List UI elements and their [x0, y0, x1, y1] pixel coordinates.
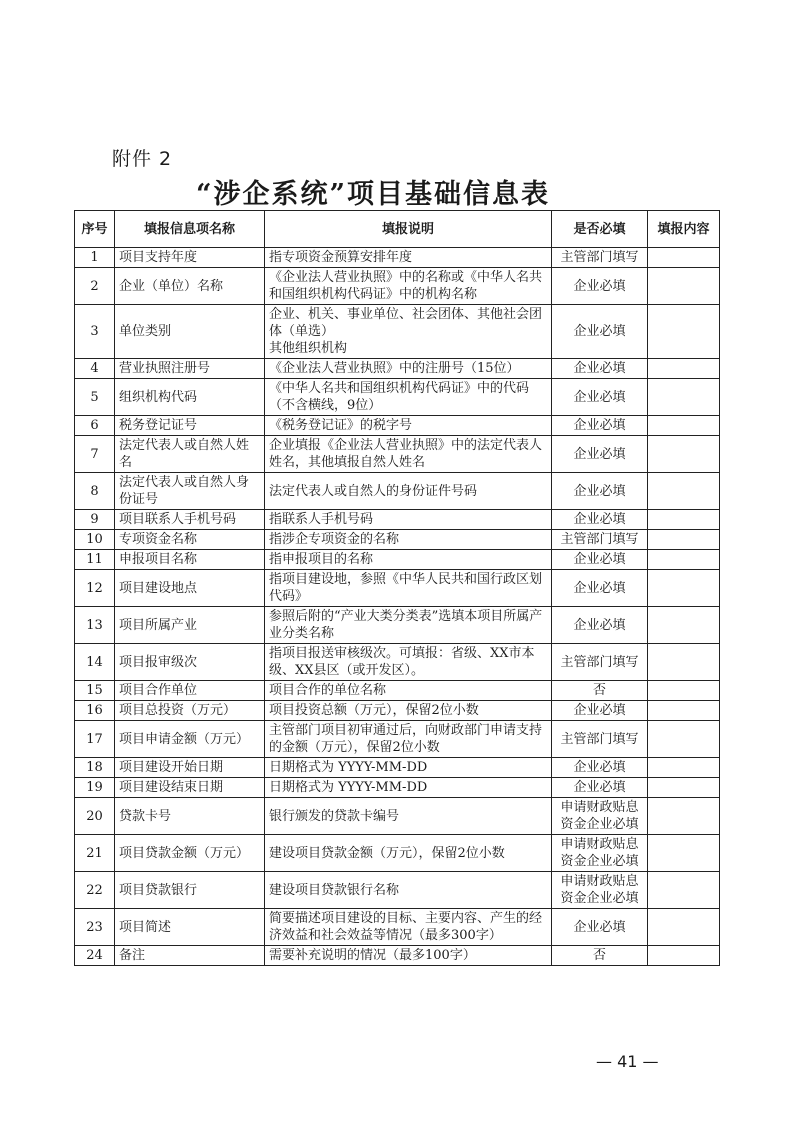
cell-desc: 指联系人手机号码: [265, 510, 552, 530]
cell-name: 项目建设地点: [115, 570, 265, 607]
table-row: [75, 946, 720, 966]
cell-required: 否: [552, 946, 648, 966]
cell-desc: 企业填报《企业法人营业执照》中的法定代表人姓名，其他填报自然人姓名: [265, 436, 552, 473]
cell-required: 企业必填: [552, 359, 648, 379]
cell-name: 项目贷款金额（万元）: [115, 835, 265, 872]
cell-name: 法定代表人或自然人姓名: [115, 436, 265, 473]
cell-content-input[interactable]: [648, 570, 720, 607]
cell-no: 13: [75, 607, 115, 644]
cell-no: 1: [75, 248, 115, 268]
cell-required: 企业必填: [552, 379, 648, 416]
cell-content-input[interactable]: [648, 416, 720, 436]
table-row: [75, 721, 720, 758]
cell-no: 17: [75, 721, 115, 758]
cell-required: 申请财政贴息资金企业必填: [552, 835, 648, 872]
cell-name: 项目申请金额（万元）: [115, 721, 265, 758]
cell-desc: 参照后附的“产业大类分类表”选填本项目所属产业分类名称: [265, 607, 552, 644]
cell-no: 9: [75, 510, 115, 530]
cell-desc: 日期格式为 YYYY-MM-DD: [265, 758, 552, 778]
cell-required: 主管部门填写: [552, 248, 648, 268]
cell-content-input[interactable]: [648, 607, 720, 644]
cell-content-input[interactable]: [648, 778, 720, 798]
table-row: [75, 359, 720, 379]
cell-no: 6: [75, 416, 115, 436]
cell-no: 4: [75, 359, 115, 379]
table-row: [75, 416, 720, 436]
cell-content-input[interactable]: [648, 248, 720, 268]
table-row: [75, 681, 720, 701]
cell-required: 主管部门填写: [552, 644, 648, 681]
cell-desc: 企业、机关、事业单位、社会团体、其他社会团体（单选） 其他组织机构: [265, 305, 552, 359]
cell-no: 24: [75, 946, 115, 966]
cell-no: 10: [75, 530, 115, 550]
table-row: [75, 550, 720, 570]
cell-required: 否: [552, 681, 648, 701]
cell-content-input[interactable]: [648, 359, 720, 379]
table-row: [75, 570, 720, 607]
cell-name: 项目支持年度: [115, 248, 265, 268]
cell-required: 企业必填: [552, 607, 648, 644]
cell-content-input[interactable]: [648, 758, 720, 778]
cell-required: 企业必填: [552, 305, 648, 359]
cell-content-input[interactable]: [648, 510, 720, 530]
cell-name: 税务登记证号: [115, 416, 265, 436]
cell-no: 19: [75, 778, 115, 798]
cell-content-input[interactable]: [648, 644, 720, 681]
cell-desc: 需要补充说明的情况（最多100字）: [265, 946, 552, 966]
cell-no: 12: [75, 570, 115, 607]
cell-desc: 主管部门项目初审通过后，向财政部门申请支持的金额（万元），保留2位小数: [265, 721, 552, 758]
cell-no: 23: [75, 909, 115, 946]
cell-name: 项目合作单位: [115, 681, 265, 701]
cell-name: 申报项目名称: [115, 550, 265, 570]
cell-no: 18: [75, 758, 115, 778]
header-no: 序号: [75, 211, 115, 248]
cell-content-input[interactable]: [648, 835, 720, 872]
cell-name: 项目简述: [115, 909, 265, 946]
cell-content-input[interactable]: [648, 473, 720, 510]
cell-desc: 项目合作的单位名称: [265, 681, 552, 701]
cell-no: 2: [75, 268, 115, 305]
cell-content-input[interactable]: [648, 305, 720, 359]
cell-required: 企业必填: [552, 550, 648, 570]
cell-required: 企业必填: [552, 416, 648, 436]
cell-name: 企业（单位）名称: [115, 268, 265, 305]
cell-content-input[interactable]: [648, 798, 720, 835]
cell-name: 专项资金名称: [115, 530, 265, 550]
cell-required: 企业必填: [552, 701, 648, 721]
cell-desc: 《税务登记证》的税字号: [265, 416, 552, 436]
cell-desc: 简要描述项目建设的目标、主要内容、产生的经济效益和社会效益等情况（最多300字）: [265, 909, 552, 946]
table-row: [75, 379, 720, 416]
cell-desc: 《企业法人营业执照》中的名称或《中华人名共和国组织机构代码证》中的机构名称: [265, 268, 552, 305]
cell-no: 5: [75, 379, 115, 416]
cell-name: 组织机构代码: [115, 379, 265, 416]
table-row: [75, 798, 720, 835]
cell-content-input[interactable]: [648, 721, 720, 758]
table-row: [75, 835, 720, 872]
header-desc: 填报说明: [265, 211, 552, 248]
cell-desc: 日期格式为 YYYY-MM-DD: [265, 778, 552, 798]
cell-name: 项目建设开始日期: [115, 758, 265, 778]
cell-name: 项目报审级次: [115, 644, 265, 681]
cell-content-input[interactable]: [648, 436, 720, 473]
cell-desc: 银行颁发的贷款卡编号: [265, 798, 552, 835]
cell-no: 14: [75, 644, 115, 681]
cell-name: 项目联系人手机号码: [115, 510, 265, 530]
table-row: [75, 248, 720, 268]
cell-desc: 指专项资金预算安排年度: [265, 248, 552, 268]
cell-no: 8: [75, 473, 115, 510]
table-row: [75, 436, 720, 473]
cell-name: 贷款卡号: [115, 798, 265, 835]
cell-required: 主管部门填写: [552, 530, 648, 550]
cell-content-input[interactable]: [648, 872, 720, 909]
cell-content-input[interactable]: [648, 681, 720, 701]
cell-required: 企业必填: [552, 268, 648, 305]
cell-desc: 指涉企专项资金的名称: [265, 530, 552, 550]
cell-content-input[interactable]: [648, 909, 720, 946]
cell-desc: 指项目建设地，参照《中华人民共和国行政区划代码》: [265, 570, 552, 607]
cell-content-input[interactable]: [648, 379, 720, 416]
table-row: [75, 872, 720, 909]
header-required: 是否必填: [552, 211, 648, 248]
cell-no: 20: [75, 798, 115, 835]
cell-required: 企业必填: [552, 570, 648, 607]
cell-required: 企业必填: [552, 436, 648, 473]
cell-no: 16: [75, 701, 115, 721]
cell-required: 企业必填: [552, 510, 648, 530]
table-row: [75, 758, 720, 778]
cell-required: 主管部门填写: [552, 721, 648, 758]
table-row: [75, 268, 720, 305]
cell-required: 申请财政贴息资金企业必填: [552, 872, 648, 909]
page-number: — 41 —: [596, 1052, 659, 1071]
table-row: [75, 510, 720, 530]
cell-name: 项目建设结束日期: [115, 778, 265, 798]
cell-content-input[interactable]: [648, 268, 720, 305]
cell-desc: 《企业法人营业执照》中的注册号（15位）: [265, 359, 552, 379]
cell-no: 7: [75, 436, 115, 473]
cell-name: 营业执照注册号: [115, 359, 265, 379]
info-table: [74, 210, 720, 966]
cell-name: 备注: [115, 946, 265, 966]
cell-no: 15: [75, 681, 115, 701]
table-row: [75, 778, 720, 798]
table-row: [75, 305, 720, 359]
table-row: [75, 530, 720, 550]
cell-name: 法定代表人或自然人身份证号: [115, 473, 265, 510]
table-row: [75, 473, 720, 510]
cell-no: 22: [75, 872, 115, 909]
cell-name: 项目总投资（万元）: [115, 701, 265, 721]
cell-required: 企业必填: [552, 778, 648, 798]
header-name: 填报信息项名称: [115, 211, 265, 248]
attachment-label: 附件 2: [112, 148, 173, 170]
cell-content-input[interactable]: [648, 701, 720, 721]
cell-no: 21: [75, 835, 115, 872]
page-title: “涉企系统”项目基础信息表: [196, 179, 551, 210]
cell-name: 单位类别: [115, 305, 265, 359]
cell-desc: 法定代表人或自然人的身份证件号码: [265, 473, 552, 510]
cell-required: 企业必填: [552, 909, 648, 946]
cell-desc: 《中华人名共和国组织机构代码证》中的代码（不含横线，9位）: [265, 379, 552, 416]
cell-name: 项目贷款银行: [115, 872, 265, 909]
table-header-row: [75, 211, 720, 248]
cell-desc: 指申报项目的名称: [265, 550, 552, 570]
cell-desc: 建设项目贷款金额（万元），保留2位小数: [265, 835, 552, 872]
cell-no: 3: [75, 305, 115, 359]
cell-content-input[interactable]: [648, 530, 720, 550]
table-row: [75, 701, 720, 721]
header-content: 填报内容: [648, 211, 720, 248]
cell-no: 11: [75, 550, 115, 570]
cell-required: 企业必填: [552, 473, 648, 510]
table-row: [75, 607, 720, 644]
cell-desc: 指项目报送审核级次。可填报：省级、XX市本级、XX县区（或开发区）。: [265, 644, 552, 681]
cell-content-input[interactable]: [648, 946, 720, 966]
table-body: [75, 248, 720, 966]
cell-content-input[interactable]: [648, 550, 720, 570]
cell-desc: 项目投资总额（万元），保留2位小数: [265, 701, 552, 721]
table-row: [75, 909, 720, 946]
cell-required: 企业必填: [552, 758, 648, 778]
table-row: [75, 644, 720, 681]
cell-required: 申请财政贴息资金企业必填: [552, 798, 648, 835]
cell-name: 项目所属产业: [115, 607, 265, 644]
cell-desc: 建设项目贷款银行名称: [265, 872, 552, 909]
